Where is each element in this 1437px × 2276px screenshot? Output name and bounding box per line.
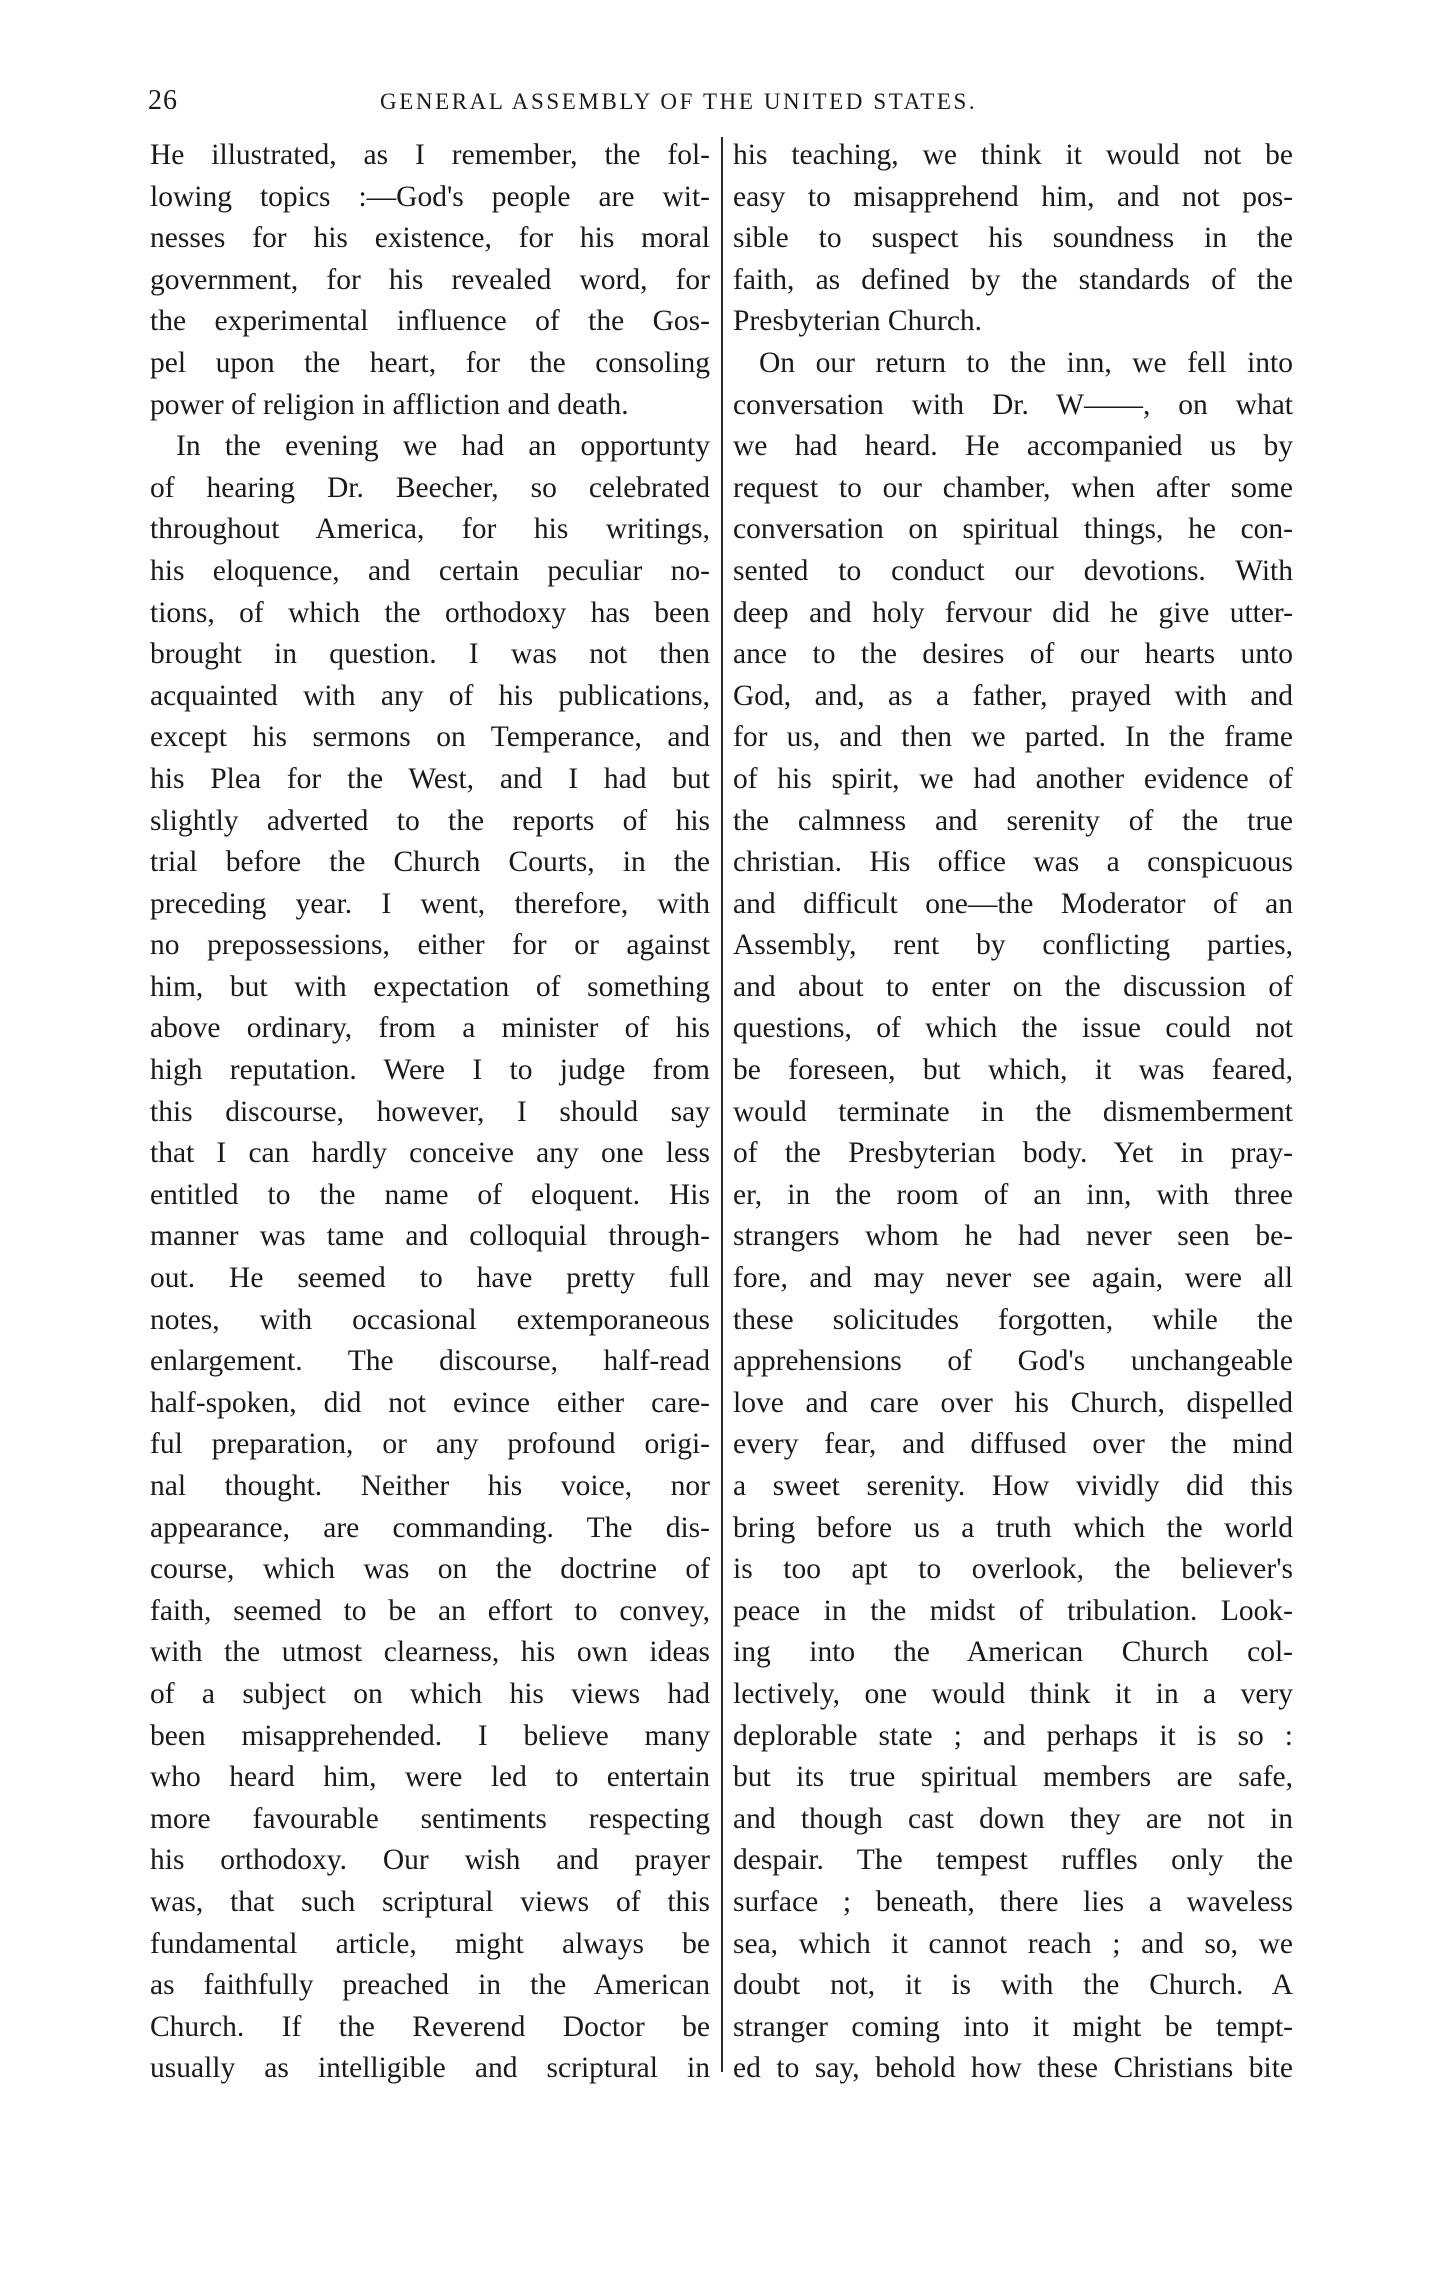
text-line: who heard him, were led to entertain (150, 1761, 710, 1794)
text-line: lectively, one would think it in a very (733, 1677, 1293, 1710)
text-line: be foreseen, but which, it was feared, (733, 1054, 1293, 1087)
text-column-left (150, 135, 710, 2090)
text-line: Assembly, rent by conflicting parties, (733, 929, 1293, 962)
text-line: notes, with occasional extemporaneous (150, 1303, 710, 1336)
text-line: acquainted with any of his publications, (150, 679, 710, 712)
text-line: deep and holy fervour did he give utter- (733, 596, 1293, 629)
page-number: 26 (148, 85, 178, 116)
text-line: brought in question. I was not then (150, 638, 710, 671)
text-line: would terminate in the dismemberment (733, 1095, 1293, 1128)
text-line: of a subject on which his views had (150, 1677, 710, 1710)
text-line: these solicitudes forgotten, while the (733, 1303, 1293, 1336)
text-line: the experimental influence of the Gos- (150, 305, 710, 338)
text-line: the calmness and serenity of the true (733, 804, 1293, 837)
text-line: except his sermons on Temperance, and (150, 721, 710, 754)
text-line: trial before the Church Courts, in the (150, 846, 710, 879)
text-line: questions, of which the issue could not (733, 1012, 1293, 1045)
text-line: ing into the American Church col- (733, 1636, 1293, 1669)
text-line: manner was tame and colloquial through- (150, 1220, 710, 1253)
text-line: preceding year. I went, therefore, with (150, 887, 710, 920)
text-line: usually as intelligible and scriptural in (150, 2052, 710, 2085)
text-line: nesses for his existence, for his moral (150, 222, 710, 255)
text-line: stranger coming into it might be tempt- (733, 2010, 1293, 2043)
text-line: He illustrated, as I remember, the fol- (150, 139, 710, 171)
text-line: throughout America, for his writings, (150, 513, 710, 546)
text-line: easy to misapprehend him, and not pos- (733, 180, 1293, 213)
text-line: christian. His office was a conspicuous (733, 846, 1293, 879)
text-line: Presbyterian Church. (733, 305, 983, 338)
text-line: as faithfully preached in the American (150, 1969, 710, 2002)
text-line: him, but with expectation of something (150, 970, 710, 1003)
running-title: GENERAL ASSEMBLY OF THE UNITED STATES. (380, 89, 978, 114)
text-line: his Plea for the West, and I had but (150, 762, 710, 795)
text-line: more favourable sentiments respecting (150, 1802, 710, 1835)
text-line: despair. The tempest ruffles only the (733, 1844, 1293, 1877)
text-line: sea, which it cannot reach ; and so, we (733, 1927, 1293, 1960)
text-line: his orthodoxy. Our wish and prayer (150, 1844, 710, 1877)
text-line: tions, of which the orthodoxy has been (150, 596, 710, 629)
text-line: his eloquence, and certain peculiar no- (150, 554, 710, 587)
book-page (140, 85, 1310, 2195)
text-line: sented to conduct our devotions. With (733, 554, 1293, 587)
text-line: a sweet serenity. How vividly did this (733, 1470, 1293, 1502)
text-column-right (733, 135, 1293, 2090)
text-line: power of religion in affliction and death. (150, 388, 629, 421)
text-line: strangers whom he had never seen be- (733, 1220, 1293, 1253)
text-line: ed to say, behold how these Christians bite (733, 2052, 1293, 2085)
text-line: for us, and then we parted. In the frame (733, 721, 1293, 754)
text-line: this discourse, however, I should say (150, 1095, 710, 1128)
text-line: with the utmost clearness, his own ideas (150, 1636, 710, 1669)
text-line: and difficult one—the Moderator of an (733, 887, 1293, 920)
text-line: out. He seemed to have pretty full (150, 1262, 710, 1295)
text-line: no prepossessions, either for or against (150, 929, 710, 962)
text-line: fore, and may never see again, were all (733, 1262, 1293, 1295)
text-line: above ordinary, from a minister of his (150, 1012, 710, 1045)
text-line: conversation on spiritual things, he con- (733, 513, 1293, 546)
text-line: of the Presbyterian body. Yet in pray- (733, 1137, 1293, 1170)
text-line: faith, as defined by the standards of the (733, 263, 1293, 296)
text-line: enlargement. The discourse, half-read (150, 1345, 710, 1378)
text-line: bring before us a truth which the world (733, 1511, 1293, 1544)
text-line: appearance, are commanding. The dis- (150, 1511, 710, 1544)
text-line: we had heard. He accompanied us by (733, 430, 1293, 463)
text-line: lowing topics :—God's people are wit- (150, 180, 710, 213)
column-divider (721, 137, 723, 2072)
running-head (140, 85, 1310, 125)
text-line: ful preparation, or any profound origi- (150, 1428, 710, 1461)
text-line: entitled to the name of eloquent. His (150, 1178, 710, 1211)
text-line: course, which was on the doctrine of (150, 1553, 710, 1586)
text-line: high reputation. Were I to judge from (150, 1054, 710, 1087)
text-line: On our return to the inn, we fell into (759, 346, 1293, 379)
text-line: sible to suspect his soundness in the (733, 222, 1293, 255)
text-line: surface ; beneath, there lies a waveless (733, 1885, 1293, 1918)
text-line: every fear, and diffused over the mind (733, 1428, 1293, 1461)
text-line: and though cast down they are not in (733, 1802, 1293, 1835)
text-line: apprehensions of God's unchangeable (733, 1345, 1293, 1378)
text-line: deplorable state ; and perhaps it is so : (733, 1719, 1293, 1752)
text-line: doubt not, it is with the Church. A (733, 1969, 1293, 2002)
text-line: request to our chamber, when after some (733, 471, 1293, 504)
text-line: was, that such scriptural views of this (150, 1885, 710, 1918)
text-line: pel upon the heart, for the consoling (150, 346, 710, 379)
text-line: In the evening we had an opportunty (176, 430, 710, 463)
text-line: his teaching, we think it would not be (733, 139, 1293, 171)
text-line: God, and, as a father, prayed with and (733, 679, 1293, 712)
text-line: peace in the midst of tribulation. Look- (733, 1594, 1293, 1627)
text-line: and about to enter on the discussion of (733, 970, 1293, 1003)
text-line: that I can hardly conceive any one less (150, 1137, 710, 1170)
text-line: of his spirit, we had another evidence of (733, 762, 1293, 795)
text-line: been misapprehended. I believe many (150, 1719, 710, 1752)
text-line: ance to the desires of our hearts unto (733, 638, 1293, 671)
text-line: faith, seemed to be an effort to convey, (150, 1594, 710, 1627)
text-line: conversation with Dr. W——, on what (733, 388, 1293, 421)
text-line: half-spoken, did not evince either care- (150, 1386, 710, 1419)
text-line: slightly adverted to the reports of his (150, 804, 710, 837)
text-line: of hearing Dr. Beecher, so celebrated (150, 471, 710, 504)
text-line: love and care over his Church, dispelled (733, 1386, 1293, 1419)
text-line: government, for his revealed word, for (150, 263, 710, 296)
text-line: but its true spiritual members are safe, (733, 1761, 1293, 1794)
text-line: Church. If the Reverend Doctor be (150, 2010, 710, 2043)
text-line: er, in the room of an inn, with three (733, 1178, 1293, 1211)
text-line: nal thought. Neither his voice, nor (150, 1470, 710, 1502)
text-line: is too apt to overlook, the believer's (733, 1553, 1293, 1586)
text-line: fundamental article, might always be (150, 1927, 710, 1960)
